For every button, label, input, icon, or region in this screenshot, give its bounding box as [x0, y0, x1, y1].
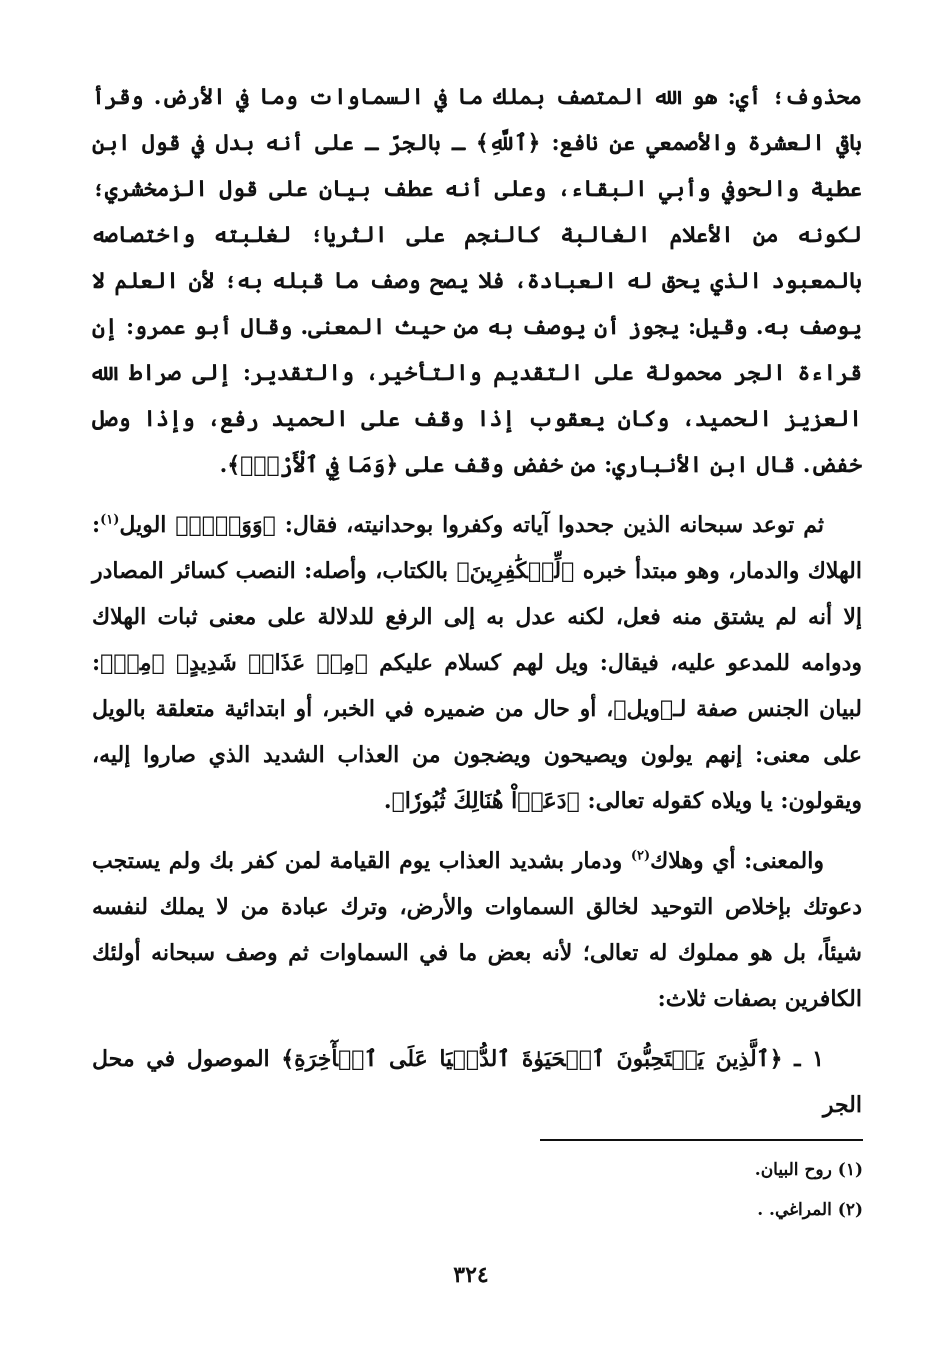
quran-quote: ﴿دَعَوۡاْ هُنَالِكَ ثُبُورٗا﴾: [391, 788, 580, 814]
footnotes: [540, 1150, 863, 1230]
text-run: الموصول في محل الجر: [92, 1046, 862, 1118]
text-run: ، أو حال من ضميره في الخبر، أو ابتدائية متعلقة بالويل على معنى: إنهم يولون ويصيحون ويضجون من العذاب الشديد الذي صاروا إليه، ويقولون: يا ويلاه كقوله تعالى:: [92, 696, 862, 814]
text-run: .: [383, 788, 392, 814]
quran-quote: ﴿وَمَا فِي ٱلْأَرْضِۗ﴾: [227, 452, 399, 478]
footnote-1: (١) روح البيان.: [754, 1160, 863, 1180]
text-run: [165, 650, 176, 676]
footnote-divider: [540, 1139, 863, 1141]
footnote-marker: (٢): [630, 848, 651, 864]
list-number: ١ ـ: [782, 1046, 824, 1072]
page-number: ٣٢٤: [453, 1262, 489, 1288]
footnote-2: (٢) المراغي. .: [757, 1200, 863, 1220]
main-text: [92, 74, 862, 1128]
text-run: محذوف؛ أي: هو الله المتصف بملك ما في السماوات وما في الأرض. وقرأ باقي العشرة والأصمعي عن نافع:: [92, 84, 862, 156]
quran-quote: ﴿مِنۡ عَذَابٖ شَدِيدٍ﴾: [175, 650, 368, 676]
text-run: ودمار بشديد العذاب يوم القيامة لمن كفر بك ولم يستجب دعوتك بإخلاص التوحيد لخالق السماوات والأرض، وترك عبادة من لا يملك لنفسه شيئاً، بل هو مملوك له تعالى؛ لأنه بعض ما في السماوات ثم وصف سبحانه أولئك الكافرين بصفات ثلاث:: [92, 848, 862, 1012]
text-run: ـ بالجرّ ـ على أنه بدل في قول ابن عطية والحوفي وأبي البقاء، وعلى أنه عطف بيان على قول الزمخشري؛ لكونه من الأعلام الغالبة كالنجم على الثريا؛ لغلبته واختصاصه بالمعبود الذي يحق له العبادة، فلا يصح وصف ما قبله به؛ لأن العلم لا يوصف به. وقيل: يجوز أن يوصف به من حيث المعنى. وقال أبو عمرو: إن قراءة الجر محمولة على التقديم والتأخير، والتقدير: إلى صراط الله العزيز الحميد، وكان يعقوب إذا وقف على الحميد رفع، وإذا وصل خفض. قال ابن الأنباري: من خفض وقف على: [92, 130, 862, 478]
quran-quote: ﴿ٱللَّهِ﴾: [475, 130, 541, 156]
text-run: ثم توعد سبحانه الذين جحدوا آياته وكفروا بوحدانيته، فقال:: [275, 512, 824, 538]
footnote-marker: (١): [100, 512, 120, 528]
lead-word: والمعنى: [752, 848, 824, 874]
paragraph-4: [92, 1036, 862, 1128]
text-run: الويل: [119, 512, 176, 538]
quran-quote: ﴿ويل﴾: [613, 696, 674, 722]
paragraph-1: [92, 74, 862, 488]
text-run: : أي وهلاك: [650, 848, 753, 874]
paragraph-2: [92, 502, 862, 824]
text-run: بالكتاب، وأصله: النصب كسائر المصادر إلا أنه لم يشتق منه فعل، لكنه عدل به إلى الرفع للدلالة على معنى ثبات الهلاك ودوامه للمدعو عليه، فيقال: ويل لهم كسلام عليكم: [92, 558, 862, 676]
paragraph-3: [92, 838, 862, 1022]
quran-quote: ﴿لِّلۡكَٰفِرِينَ﴾: [456, 558, 575, 584]
quran-quote: ﴿مِنۡ﴾: [100, 650, 165, 676]
text-run: : لبيان الجنس صفة لـ: [92, 650, 862, 722]
text-run: : الهلاك والدمار، وهو مبتدأ خبره: [92, 512, 862, 584]
quran-quote: ﴿ٱلَّذِينَ يَسۡتَحِبُّونَ ٱلۡحَيَوٰةَ ٱلدُّنۡيَا عَلَى ٱلۡأٓخِرَةِ﴾: [281, 1046, 783, 1072]
quran-quote: ﴿وَوَيۡلٞ﴾: [175, 512, 276, 538]
text-run: .: [219, 452, 228, 478]
